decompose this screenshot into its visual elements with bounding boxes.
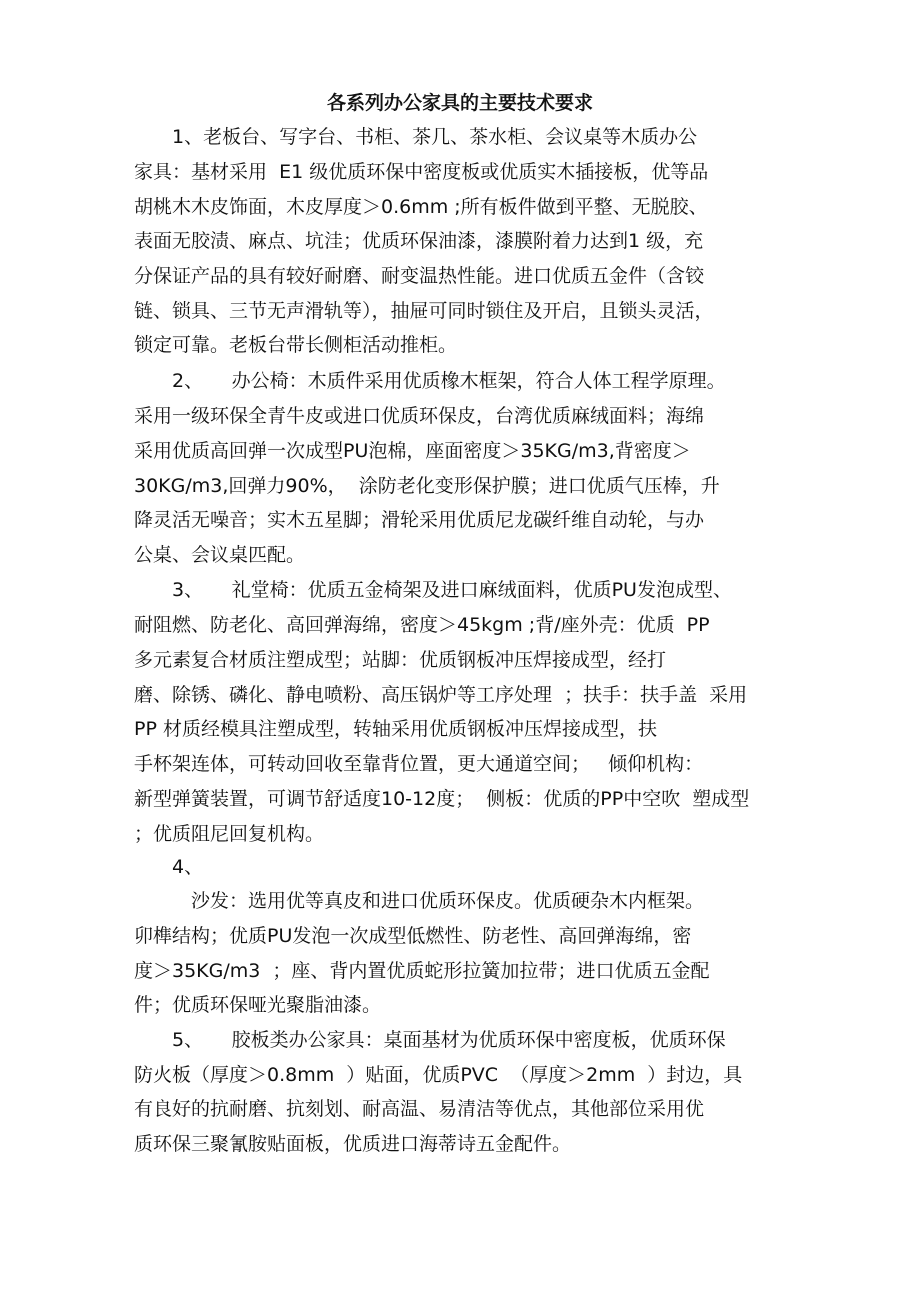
- text-line: 多元素复合材质注塑成型；站脚：优质钢板冲压焊接成型，经打: [134, 649, 667, 671]
- text-line: ；优质阻尼回复机构。: [134, 823, 325, 845]
- text-line: 采用一级环保全青牛皮或进口优质环保皮，台湾优质麻绒面料；海绵: [134, 405, 705, 427]
- text-line: 度＞35KG/m3 ；座、背内置优质蛇形拉簧加拉带；进口优质五金配: [134, 960, 710, 982]
- text-line: 沙发：选用优等真皮和进口优质环保皮。优质硬杂木内框架。: [134, 890, 705, 912]
- text-line: 2、 办公椅：木质件采用优质橡木框架，符合人体工程学原理。: [134, 370, 726, 392]
- document-title: 各系列办公家具的主要技术要求: [326, 92, 593, 114]
- text-line: 胡桃木木皮饰面，木皮厚度＞0.6mm ;所有板件做到平整、无脱胶、: [134, 196, 708, 218]
- text-line: 公桌、会议桌匹配。: [134, 544, 306, 566]
- text-line: 3、 礼堂椅：优质五金椅架及进口麻绒面料，优质PU发泡成型、: [134, 579, 732, 601]
- text-line: 表面无胶渍、麻点、坑洼；优质环保油漆，漆膜附着力达到1 级，充: [134, 230, 704, 252]
- text-line: 降灵活无噪音；实木五星脚；滑轮采用优质尼龙碳纤维自动轮，与办: [134, 509, 705, 531]
- text-line: 4、: [134, 856, 204, 878]
- text-line: 分保证产品的具有较好耐磨、耐变温热性能。进口优质五金件（含铰: [134, 265, 705, 287]
- text-line: 家具：基材采用 E1 级优质环保中密度板或优质实木插接板，优等品: [134, 161, 709, 183]
- text-line: 新型弹簧装置，可调节舒适度10-12度； 侧板：优质的PP中空吹 塑成型: [134, 788, 750, 810]
- text-line: 防火板（厚度＞0.8mm ）贴面，优质PVC （厚度＞2mm ）封边，具: [134, 1064, 743, 1086]
- text-line: 5、 胶板类办公家具：桌面基材为优质环保中密度板，优质环保: [134, 1029, 726, 1051]
- text-line: 磨、除锈、磷化、静电喷粉、高压锅炉等工序处理 ；扶手：扶手盖 采用: [134, 684, 748, 706]
- text-line: 手杯架连体，可转动回收至靠背位置，更大通道空间； 倾仰机构：: [134, 753, 704, 775]
- text-line: 采用优质高回弹一次成型PU泡棉，座面密度＞35KG/m3,背密度＞: [134, 440, 691, 462]
- text-line: 链、锁具、三节无声滑轨等），抽屉可同时锁住及开启，且锁头灵活，: [134, 300, 714, 322]
- text-line: 有良好的抗耐磨、抗刻划、耐高温、易清洁等优点，其他部位采用优: [134, 1098, 705, 1120]
- text-line: 1、老板台、写字台、书柜、茶几、茶水柜、会议桌等木质办公: [134, 126, 698, 148]
- text-line: 质环保三聚氰胺贴面板，优质进口海蒂诗五金配件。: [134, 1133, 572, 1155]
- text-line: 耐阻燃、防老化、高回弹海绵，密度＞45kgm ;背/座外壳：优质 PP: [134, 614, 710, 636]
- text-line: 锁定可靠。老板台带长侧柜活动推柜。: [134, 334, 458, 356]
- text-line: 30KG/m3,回弹力90%， 涂防老化变形保护膜；进口优质气压棒，升: [134, 475, 720, 497]
- text-line: PP 材质经模具注塑成型，转轴采用优质钢板冲压焊接成型，扶: [134, 718, 657, 740]
- text-line: 件；优质环保哑光聚脂油漆。: [134, 994, 382, 1016]
- text-line: 卯榫结构；优质PU发泡一次成型低燃性、防老性、高回弹海绵，密: [134, 925, 692, 947]
